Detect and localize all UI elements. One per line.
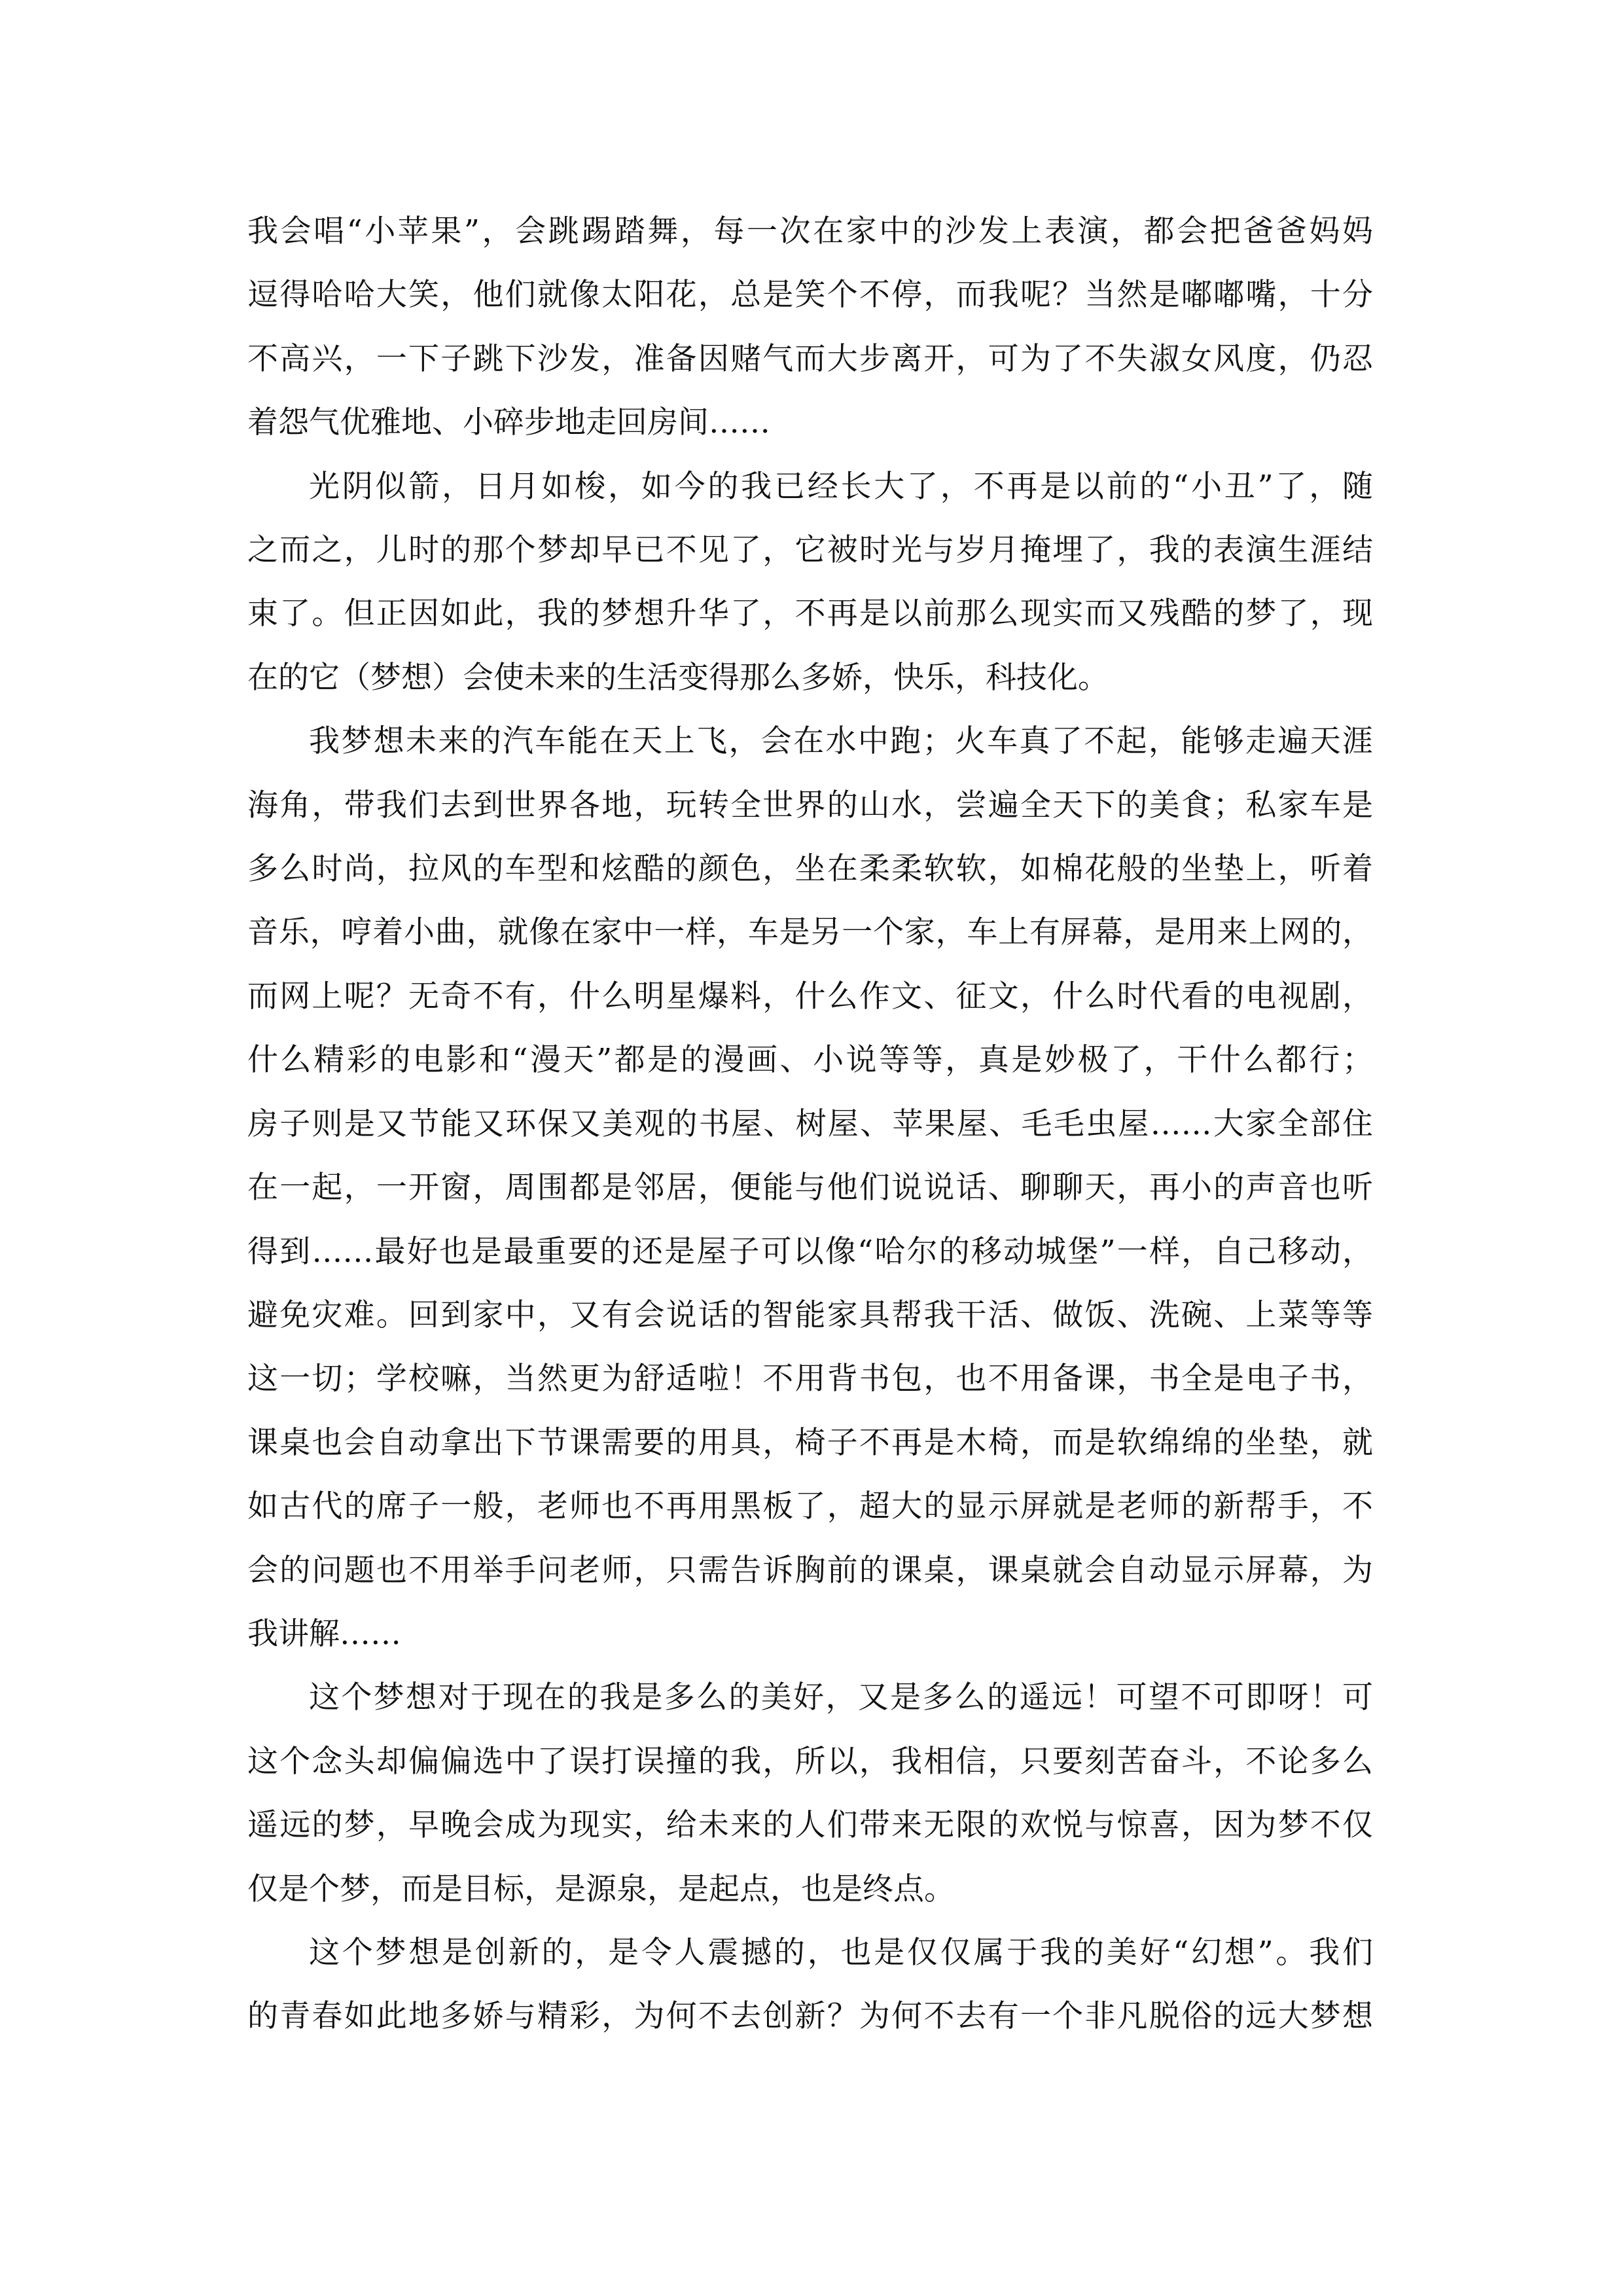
text-line: 仅是个梦，而是目标，是源泉，是起点，也是终点。 [247,1871,955,1907]
paragraph-2 [247,455,1373,710]
text-line: 我会唱“小苹果”，会跳踢踏舞，每一次在家中的沙发上表演，都会把爸爸妈妈 [247,213,1373,249]
text-line: 遥远的梦，早晚会成为现实，给未来的人们带来无限的欢悦与惊喜，因为梦不仅 [247,1807,1373,1844]
essay-body [247,200,1373,2049]
text-line: 之而之，儿时的那个梦却早已不见了，它被时光与岁月掩埋了，我的表演生涯结 [247,532,1373,569]
text-line: 不高兴，一下子跳下沙发，准备因赌气而大步离开，可为了不失淑女风度，仍忍 [247,340,1373,377]
paragraph-3 [247,709,1373,1666]
paragraph-4 [247,1666,1373,1921]
text-line: 的青春如此地多娇与精彩，为何不去创新？为何不去有一个非凡脱俗的远大梦想 [247,1998,1373,2035]
text-line: 音乐，哼着小曲，就像在家中一样，车是另一个家，车上有屏幕，是用来上网的， [247,914,1373,951]
text-line: 这一切；学校嘛，当然更为舒适啦！不用背书包，也不用备课，书全是电子书， [247,1361,1373,1397]
text-line: 这个念头却偏偏选中了误打误撞的我，所以，我相信，只要刻苦奋斗，不论多么 [247,1743,1373,1780]
text-line: 束了。但正因如此，我的梦想升华了，不再是以前那么现实而又残酷的梦了，现 [247,596,1373,632]
text-line: 在一起，一开窗，周围都是邻居，便能与他们说说话、聊聊天，再小的声音也听 [247,1170,1373,1206]
text-line: 着怨气优雅地、小碎步地走回房间…… [247,404,770,441]
text-line: 课桌也会自动拿出下节课需要的用具，椅子不再是木椅，而是软绵绵的坐垫，就 [247,1424,1373,1461]
text-line: 这个梦想对于现在的我是多么的美好，又是多么的遥远！可望不可即呀！可 [309,1679,1373,1716]
text-line: 我讲解…… [247,1615,401,1652]
text-line: 得到……最好也是最重要的还是屋子可以像“哈尔的移动城堡”一样，自己移动， [247,1233,1373,1270]
text-line: 光阴似箭，日月如梭，如今的我已经长大了，不再是以前的“小丑”了，随 [309,468,1373,505]
text-line: 逗得哈哈大笑，他们就像太阳花，总是笑个不停，而我呢？当然是嘟嘟嘴，十分 [247,277,1373,314]
text-line: 而网上呢？无奇不有，什么明星爆料，什么作文、征文，什么时代看的电视剧， [247,978,1373,1014]
text-line: 避免灾难。回到家中，又有会说话的智能家具帮我干活、做饭、洗碗、上菜等等 [247,1297,1373,1333]
text-line: 海角，带我们去到世界各地，玩转全世界的山水，尝遍全天下的美食；私家车是 [247,787,1373,823]
text-line: 如古代的席子一般，老师也不再用黑板了，超大的显示屏就是老师的新帮手，不 [247,1488,1373,1525]
paragraph-1 [247,200,1373,455]
text-line: 会的问题也不用举手问老师，只需告诉胸前的课桌，课桌就会自动显示屏幕，为 [247,1552,1373,1588]
paragraph-5 [247,1921,1373,2049]
text-line: 什么精彩的电影和“漫天”都是的漫画、小说等等，真是妙极了，干什么都行； [247,1042,1373,1079]
text-line: 我梦想未来的汽车能在天上飞，会在水中跑；火车真了不起，能够走遍天涯 [309,723,1373,760]
text-line: 这个梦想是创新的，是令人震撼的，也是仅仅属于我的美好“幻想”。我们 [309,1934,1373,1971]
text-line: 房子则是又节能又环保又美观的书屋、树屋、苹果屋、毛毛虫屋……大家全部住 [247,1105,1373,1142]
text-line: 在的它（梦想）会使未来的生活变得那么多娇，快乐，科技化。 [247,659,1109,696]
text-line: 多么时尚，拉风的车型和炫酷的颜色，坐在柔柔软软，如棉花般的坐垫上，听着 [247,851,1373,888]
